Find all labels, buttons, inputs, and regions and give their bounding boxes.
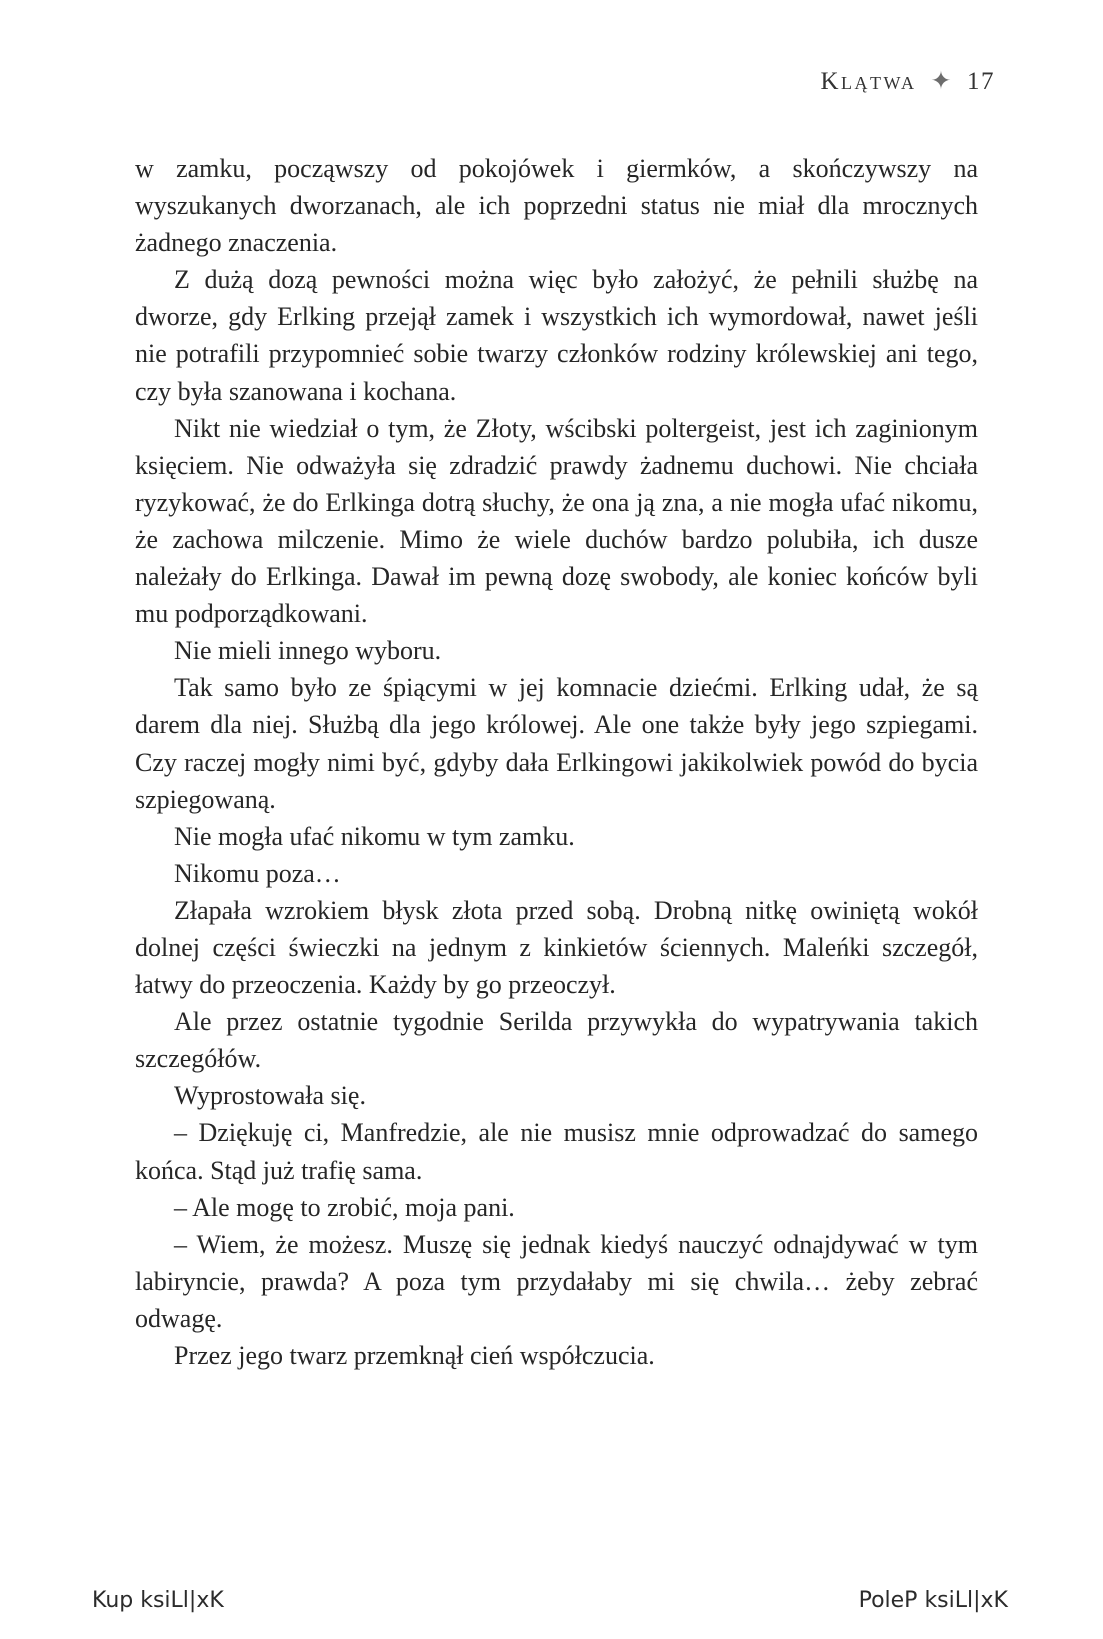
paragraph: Z dużą dozą pewności można więc było założyć, że pełnili służbę na dworze, gdy Erlking przejął zamek i wszystkich ich wymordował, nawet jeśli nie potrafili przypomnieć sobie twarzy członków rodziny królewskiej ani tego, czy była szanowana i kochana.: [135, 265, 978, 406]
paragraph: Ale przez ostatnie tygodnie Serilda przywykła do wypatrywania takich szczegółów.: [135, 1007, 978, 1074]
paragraph: w zamku, począwszy od pokojówek i giermków, a skończywszy na wyszukanych dworzanach, ale ich poprzedni status nie miał dla mrocznych żadnego znaczenia.: [135, 154, 978, 258]
star-ornament-icon: ✦: [930, 68, 953, 95]
page-number: 17: [967, 68, 995, 95]
paragraph: Złapała wzrokiem błysk złota przed sobą. Drobną nitkę owiniętą wokół dolnej części świeczki na jednym z kinkietów ściennych. Maleńki szczegół, łatwy do przeoczenia. Każdy by go przeoczył.: [135, 895, 978, 1000]
paragraph: Nikomu poza…: [174, 858, 341, 888]
dialogue-line: – Wiem, że możesz. Muszę się jednak kiedyś nauczyć odnajdywać w tym labiryncie, prawda? A poza tym przydałaby mi się chwila… żeby zebrać odwagę.: [135, 1229, 978, 1333]
buy-book-link[interactable]: Kup ksiLl|xK: [92, 1588, 224, 1613]
body-text: [135, 150, 978, 1374]
paragraph: Nie mogła ufać nikomu w tym zamku.: [174, 821, 575, 851]
paragraph: Przez jego twarz przemknął cień współczucia.: [174, 1341, 655, 1370]
running-head: [821, 66, 996, 96]
chapter-title: Klątwa: [820, 68, 917, 95]
paragraph: Nikt nie wiedział o tym, że Złoty, wścibski poltergeist, jest ich zaginionym księciem. Nie odważyła się zdradzić prawdy żadnemu duchowi. Nie chciała ryzykować, że do Erlkinga dotrą słuchy, że ona ją zna, a nie mogła ufać nikomu, że zachowa milczenie. Mimo że wiele duchów bardzo polubiła, ich dusze należały do Erlkinga. Dawał im pewną dozę swobody, ale koniec końców byli mu podporządkowani.: [135, 413, 978, 629]
dialogue-line: – Dziękuję ci, Manfredzie, ale nie musisz mnie odprowadzać do samego końca. Stąd już trafię sama.: [135, 1118, 978, 1185]
paragraph: Nie mieli innego wyboru.: [174, 636, 442, 666]
recommend-book-link[interactable]: PoleP ksiLl|xK: [858, 1588, 1008, 1613]
dialogue-line: – Ale mogę to zrobić, moja pani.: [174, 1192, 515, 1222]
paragraph: Wyprostowała się.: [174, 1081, 366, 1111]
paragraph: Tak samo było ze śpiącymi w jej komnacie dziećmi. Erlking udał, że są darem dla niej. Służbą dla jego królowej. Ale one także były jego szpiegami. Czy raczej mogły nimi być, gdyby dała Erlkingowi jakikolwiek powód do bycia szpiegowaną.: [135, 673, 978, 814]
